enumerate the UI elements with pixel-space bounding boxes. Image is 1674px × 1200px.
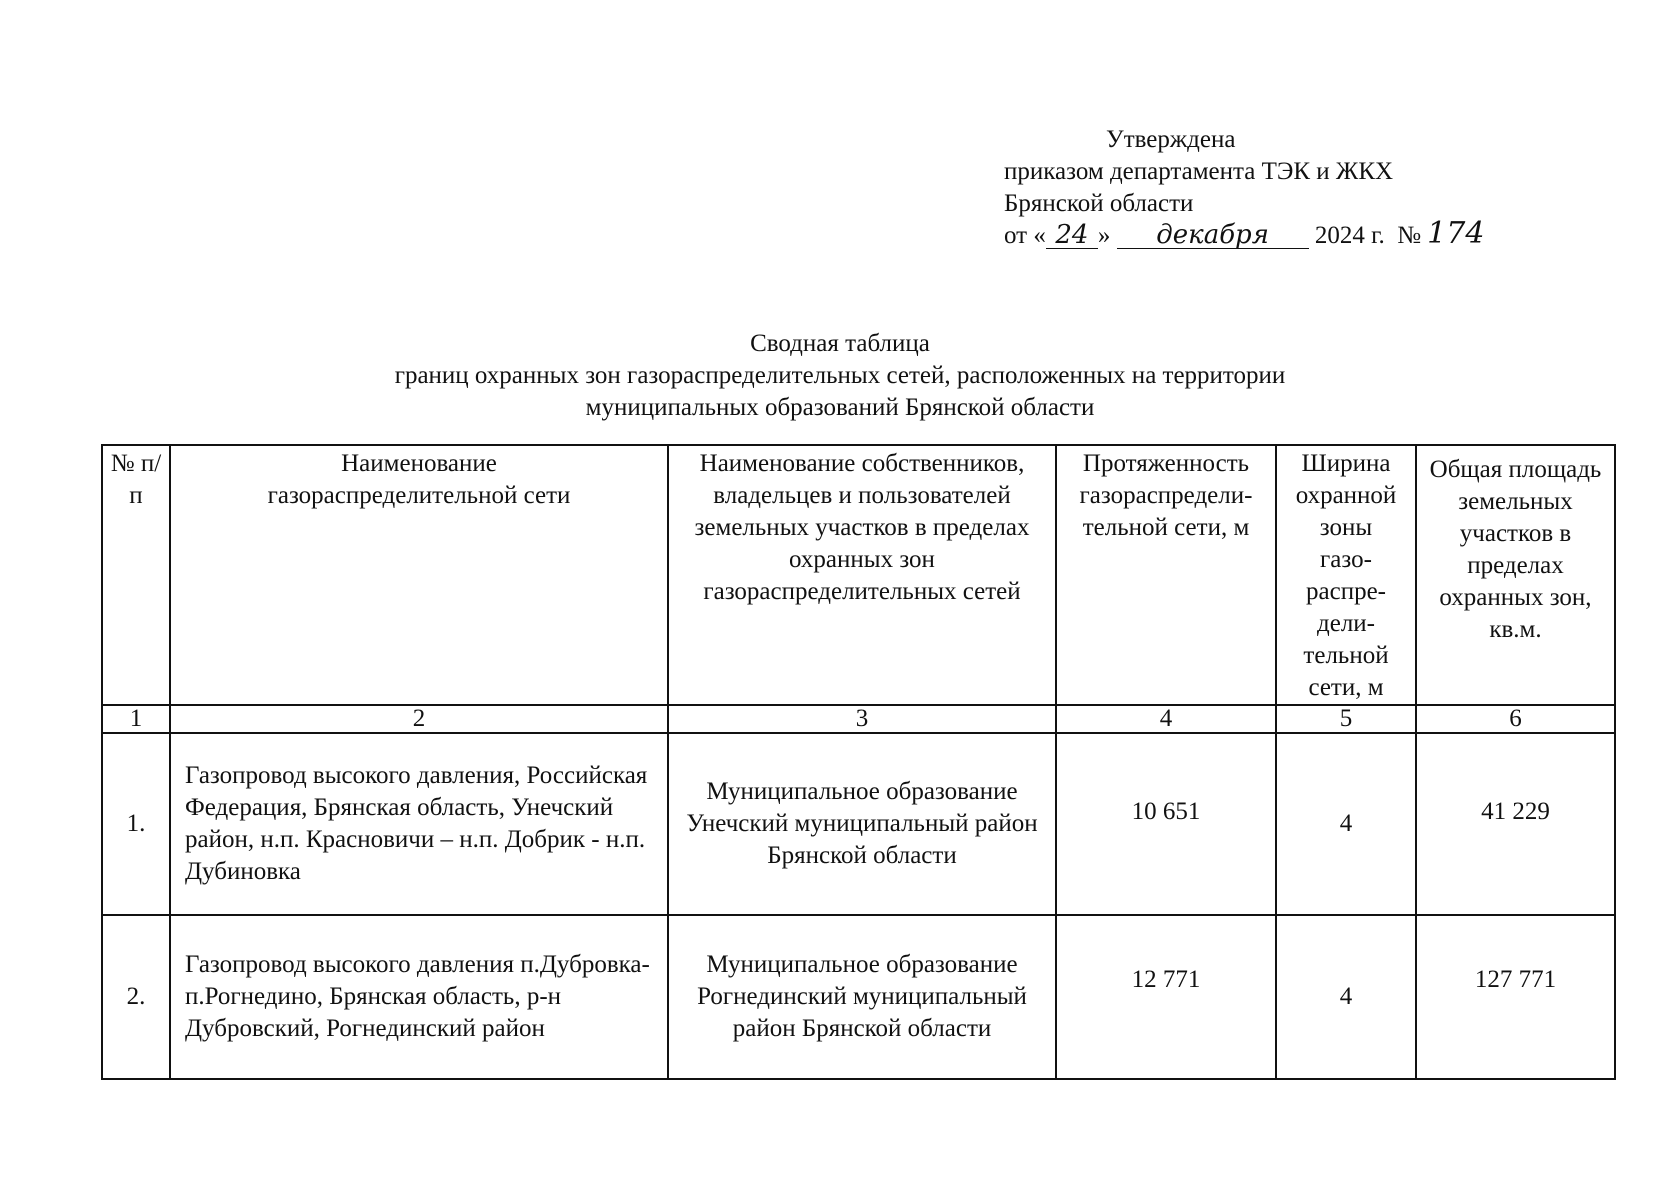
length-cell: 12 771 bbox=[1056, 915, 1276, 1079]
date-quote-close: » bbox=[1097, 222, 1111, 249]
zone-width-cell: 4 bbox=[1276, 733, 1416, 915]
header-total-area: Общая площадь земельных участков в пределах охранных зон, кв.м. bbox=[1416, 445, 1615, 705]
header-network-name: Наименование газораспределительной сети bbox=[170, 445, 668, 705]
handwritten-day: 24 bbox=[1046, 222, 1098, 249]
column-number: 6 bbox=[1416, 705, 1615, 733]
summary-table-container bbox=[101, 444, 1616, 1080]
network-name-cell: Газопровод высокого давления, Российская Федерация, Брянская область, Унечский район, н.п. Красновичи – н.п. Добрик - н.п. Дубиновка bbox=[170, 733, 668, 915]
year-text: 2024 г. bbox=[1314, 222, 1385, 249]
date-prefix: от « bbox=[1004, 222, 1046, 249]
header-owners: Наименование собственников, владельцев и пользователей земельных участков в пределах охранных зон газораспределительных сетей bbox=[668, 445, 1056, 705]
approval-block bbox=[1004, 124, 1484, 252]
area-cell: 127 771 bbox=[1416, 915, 1615, 1079]
approval-date-line bbox=[1004, 216, 1485, 252]
title-line-2: границ охранных зон газораспределительных сетей, расположенных на территории bbox=[394, 362, 1286, 389]
network-name-cell: Газопровод высокого давления п.Дубровка-п.Рогнедино, Брянская область, р-н Дубровский, Рогнединский район bbox=[170, 915, 668, 1079]
approval-region-line: Брянской области bbox=[1004, 190, 1194, 217]
column-number: 5 bbox=[1276, 705, 1416, 733]
title-line-1: Сводная таблица bbox=[750, 330, 930, 357]
zone-width-cell: 4 bbox=[1276, 915, 1416, 1079]
approval-heading: Утверждена bbox=[1106, 126, 1236, 153]
column-number: 1 bbox=[102, 705, 170, 733]
header-length: Протяженность газораспредели-тельной сети, м bbox=[1056, 445, 1276, 705]
summary-table bbox=[101, 444, 1616, 1080]
handwritten-month: декабря bbox=[1117, 222, 1309, 249]
column-number-row bbox=[102, 705, 1615, 733]
table-row bbox=[102, 915, 1615, 1079]
approval-order-line: приказом департамента ТЭК и ЖКХ bbox=[1004, 158, 1394, 185]
owner-cell: Муниципальное образование Рогнединский муниципальный район Брянской области bbox=[668, 915, 1056, 1079]
header-row bbox=[102, 445, 1615, 705]
document-title bbox=[300, 328, 1380, 424]
length-cell: 10 651 bbox=[1056, 733, 1276, 915]
row-index: 2. bbox=[102, 915, 170, 1079]
header-zone-width: Ширина охранной зоны газо-распре-дели-тельной сети, м bbox=[1276, 445, 1416, 705]
column-number: 4 bbox=[1056, 705, 1276, 733]
title-line-3: муниципальных образований Брянской области bbox=[585, 394, 1095, 421]
handwritten-order-number: 174 bbox=[1427, 216, 1485, 251]
column-number: 2 bbox=[170, 705, 668, 733]
row-index: 1. bbox=[102, 733, 170, 915]
owner-cell: Муниципальное образование Унечский муниципальный район Брянской области bbox=[668, 733, 1056, 915]
header-index: № п/п bbox=[102, 445, 170, 705]
table-row bbox=[102, 733, 1615, 915]
column-number: 3 bbox=[668, 705, 1056, 733]
number-sign: № bbox=[1397, 222, 1422, 249]
area-cell: 41 229 bbox=[1416, 733, 1615, 915]
